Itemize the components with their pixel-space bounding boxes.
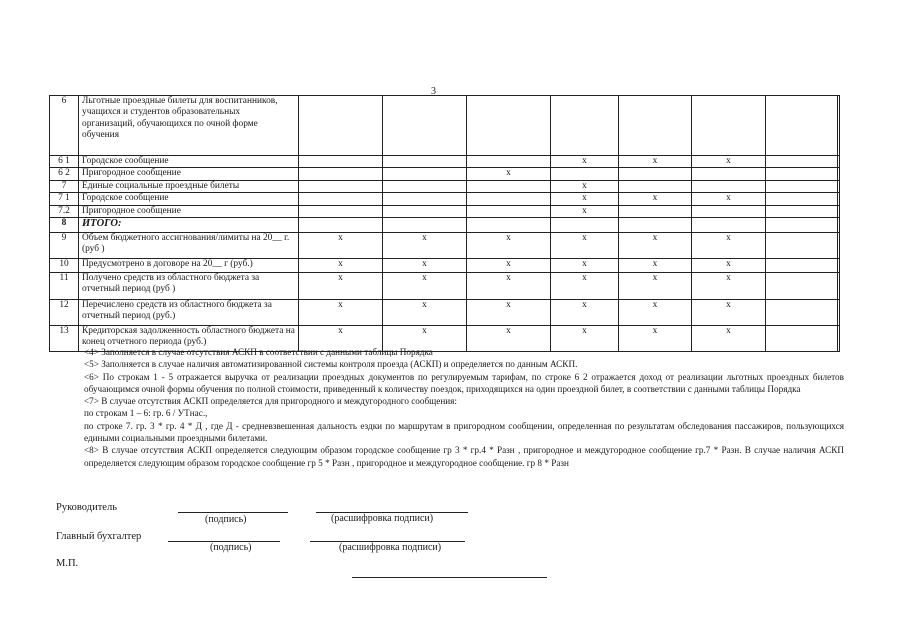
- table-cell: [383, 193, 467, 205]
- table-cell: [383, 218, 467, 233]
- table-cell: [619, 218, 692, 233]
- table-cell: х: [619, 259, 692, 273]
- page-number: 3: [431, 86, 436, 97]
- table-cell: [838, 180, 840, 192]
- row-number: 8: [50, 218, 79, 233]
- accountant-label: Главный бухгалтер: [56, 531, 142, 542]
- table-cell: [383, 156, 467, 168]
- table-cell: [766, 233, 838, 259]
- table-cell: х: [692, 156, 766, 168]
- table-row: [50, 96, 840, 156]
- table-cell: [766, 218, 838, 233]
- row-label: Перечислено средств из областного бюджета за отчетный период (руб.): [79, 300, 299, 326]
- table-cell: [551, 218, 619, 233]
- footnote-line: <6> По строкам 1 - 5 отражается выручка от реализации проездных документов по регулируемым тарифам, по строке 6 2 отражается доход от реализации льготных проездных билетов обучающимся очной формы обучения по полной стоимости, приведенный к количеству поездок, приходящихся на один проездной билет, в соответствии с данными таблицы Порядка: [84, 371, 844, 394]
- table-cell: х: [692, 193, 766, 205]
- table-cell: [838, 205, 840, 217]
- table-cell: [838, 273, 840, 300]
- table-cell: [299, 168, 383, 180]
- table-cell: х: [299, 259, 383, 273]
- table-cell: х: [467, 273, 551, 300]
- table-cell: [838, 218, 840, 233]
- table-cell: х: [299, 326, 383, 352]
- row-label: Пригородное сообщение: [79, 205, 299, 217]
- accountant-signature-caption: (подпись): [210, 542, 252, 553]
- table-cell: х: [299, 273, 383, 300]
- row-number: 7.2: [50, 205, 79, 217]
- table-cell: [838, 156, 840, 168]
- table-row: [50, 180, 840, 192]
- table-cell: х: [692, 259, 766, 273]
- table-cell: [299, 96, 383, 156]
- table-cell: х: [692, 326, 766, 352]
- table-cell: [766, 168, 838, 180]
- table-cell: [467, 205, 551, 217]
- table-cell: [619, 180, 692, 192]
- row-number: 7: [50, 180, 79, 192]
- table-cell: [692, 205, 766, 217]
- table-cell: [766, 259, 838, 273]
- table-cell: х: [383, 326, 467, 352]
- table-cell: х: [619, 300, 692, 326]
- table-cell: [838, 259, 840, 273]
- row-number: 7 1: [50, 193, 79, 205]
- table-cell: х: [692, 273, 766, 300]
- table-cell: [692, 96, 766, 156]
- head-decryption-caption: (расшифровка подписи): [331, 513, 434, 524]
- table-cell: х: [619, 156, 692, 168]
- table-cell: [692, 168, 766, 180]
- table-cell: х: [467, 233, 551, 259]
- table-cell: [838, 168, 840, 180]
- footnote-line: <4> Заполняется в случае отсутствия АСКП в соответствии с данными таблицы Порядка: [84, 347, 433, 357]
- table-row: [50, 218, 840, 233]
- table-cell: [383, 96, 467, 156]
- row-label: Кредиторская задолженность областного бюджета на конец отчетного периода (руб.): [79, 326, 299, 352]
- row-number: 9: [50, 233, 79, 259]
- table-cell: х: [551, 193, 619, 205]
- table-cell: х: [551, 156, 619, 168]
- table-cell: [467, 180, 551, 192]
- seal-line: [352, 577, 547, 578]
- table-cell: [467, 193, 551, 205]
- row-number: 6 1: [50, 156, 79, 168]
- table-cell: [619, 205, 692, 217]
- table-cell: [619, 96, 692, 156]
- table-cell: х: [619, 326, 692, 352]
- table-cell: [692, 218, 766, 233]
- table-cell: [467, 156, 551, 168]
- table-cell: х: [551, 259, 619, 273]
- table-cell: х: [299, 300, 383, 326]
- footnote-line: <8> В случае отсутствия АСКП определяется следующим образом городское сообщение гр 3 * гр.4 * Разн , пригородное и междугородное сообщение гр.7 * Разн. В случае наличия АСКП определяется следующим образом городское сообщение гр 5 * Разн , пригородное и междугородное сообщение. гр 8 * Разн: [84, 445, 844, 468]
- table-cell: [383, 168, 467, 180]
- table-cell: [299, 193, 383, 205]
- table-cell: [766, 205, 838, 217]
- row-number: 6 2: [50, 168, 79, 180]
- table-cell: х: [467, 168, 551, 180]
- table-cell: [766, 180, 838, 192]
- footnote-line: <5> Заполняется в случае наличия автоматизированной системы контроля проезда (АСКП) и определяется по данным АСКП.: [84, 359, 578, 370]
- table-cell: [766, 156, 838, 168]
- table-cell: [838, 193, 840, 205]
- table-cell: [766, 273, 838, 300]
- table-cell: [383, 180, 467, 192]
- table-cell: [692, 180, 766, 192]
- seal-label: М.П.: [56, 558, 79, 569]
- table-row: [50, 168, 840, 180]
- table-cell: [766, 96, 838, 156]
- row-label: Предусмотрено в договоре на 20__ г (руб.): [79, 259, 299, 273]
- row-label: Пригородное сообщение: [79, 168, 299, 180]
- table-cell: [467, 96, 551, 156]
- table-row: [50, 193, 840, 205]
- table-row: [50, 233, 840, 259]
- table-cell: [551, 96, 619, 156]
- row-number: 11: [50, 273, 79, 300]
- table-row: [50, 205, 840, 217]
- row-number: 10: [50, 259, 79, 273]
- table-cell: х: [383, 259, 467, 273]
- table-cell: х: [551, 273, 619, 300]
- table-cell: [299, 205, 383, 217]
- table-cell: х: [383, 300, 467, 326]
- row-label: Объем бюджетного ассигнования/лимиты на 20__ г. (руб ): [79, 233, 299, 259]
- table-cell: х: [692, 233, 766, 259]
- table-cell: х: [692, 300, 766, 326]
- table-row: [50, 300, 840, 326]
- row-label: Городское сообщение: [79, 156, 299, 168]
- table-cell: х: [467, 300, 551, 326]
- footnote-line: по строке 7. гр. 3 * гр. 4 * Д , где Д - средневзвешенная дальность ездки по маршрутам в пригородном сообщении, определенная по результатам обследования пассажиров, пользующихся едиными социальными проездными билетами.: [84, 420, 844, 444]
- table-cell: [766, 300, 838, 326]
- table-cell: [299, 156, 383, 168]
- table-cell: [838, 300, 840, 326]
- row-label: ИТОГО:: [79, 218, 299, 233]
- table-cell: х: [467, 326, 551, 352]
- row-number: 12: [50, 300, 79, 326]
- table-cell: х: [551, 300, 619, 326]
- table-cell: х: [551, 326, 619, 352]
- row-label: Льготные проездные билеты для воспитанников, учащихся и студентов образовательных организаций, обучающихся по очной форме обучения: [79, 96, 299, 156]
- row-number: 13: [50, 326, 79, 352]
- head-signature-caption: (подпись): [205, 514, 247, 525]
- table-cell: [383, 205, 467, 217]
- row-label: Городское сообщение: [79, 193, 299, 205]
- row-label: Получено средств из областного бюджета за отчетный период (руб ): [79, 273, 299, 300]
- table-cell: х: [299, 233, 383, 259]
- table-cell: [551, 168, 619, 180]
- table-row: [50, 156, 840, 168]
- table-row: [50, 259, 840, 273]
- accountant-decryption-caption: (расшифровка подписи): [339, 542, 442, 553]
- head-signature-line: [178, 512, 288, 513]
- table-cell: [766, 193, 838, 205]
- table-cell: х: [551, 180, 619, 192]
- table-cell: [299, 180, 383, 192]
- row-number: 6: [50, 96, 79, 156]
- table-cell: [838, 96, 840, 156]
- footnote-line: по строкам 1 – 6: гр. 6 / УТнас.,: [84, 408, 208, 419]
- table-cell: [467, 218, 551, 233]
- table-cell: х: [551, 233, 619, 259]
- table-cell: х: [619, 233, 692, 259]
- table-cell: х: [619, 273, 692, 300]
- report-table: [49, 95, 840, 352]
- table-row: [50, 273, 840, 300]
- table-cell: х: [551, 205, 619, 217]
- footnotes: [84, 346, 844, 469]
- table-cell: х: [383, 273, 467, 300]
- row-label: Единые социальные проездные билеты: [79, 180, 299, 192]
- table-cell: х: [383, 233, 467, 259]
- table-cell: [299, 218, 383, 233]
- head-label: Руководитель: [56, 502, 117, 513]
- table-cell: [838, 233, 840, 259]
- table-cell: х: [467, 259, 551, 273]
- footnote-line: <7> В случае отсутствия АСКП определяется для пригородного и междугородного сообщения:: [84, 396, 457, 407]
- table-cell: х: [619, 193, 692, 205]
- table-cell: [619, 168, 692, 180]
